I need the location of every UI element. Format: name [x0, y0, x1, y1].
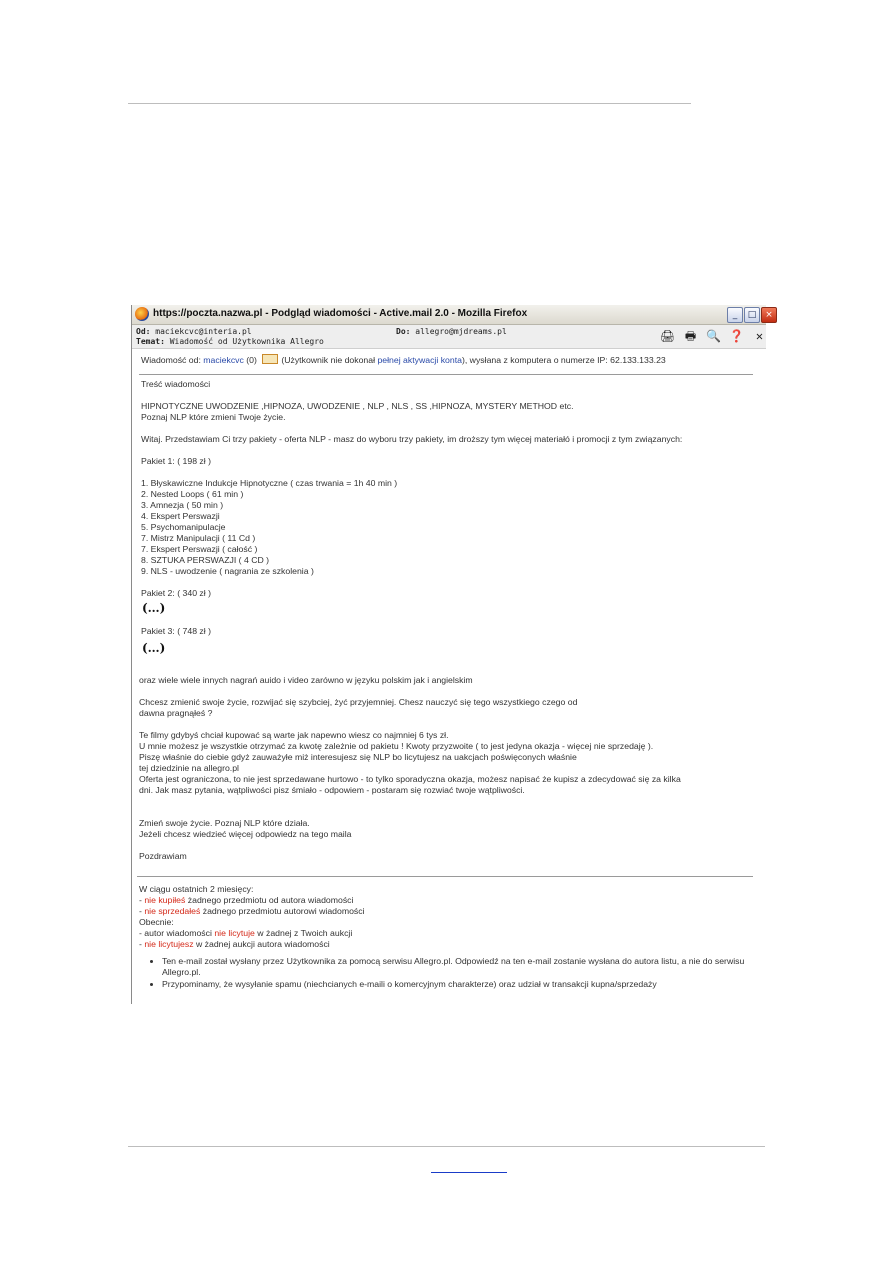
maximize-button[interactable]: □	[744, 307, 760, 323]
body-line: Witaj. Przedstawiam Ci trzy pakiety - oferta NLP - masz do wyboru trzy pakiety, im droższy tym więcej materiałó i promocji z tym związanych:	[141, 434, 683, 444]
notice-list	[148, 956, 766, 991]
print-preview-icon[interactable]: 🖶	[684, 329, 697, 343]
separator-bottom	[137, 876, 753, 877]
body-line: Piszę właśnie do ciebie gdyż zauważyłe miż interesujesz się NLP bo licytujesz na uakcjach poświęconych właśnie	[139, 752, 577, 762]
body-line: tej dziedzinie na allegro.pl	[139, 763, 239, 773]
body-line: dawna pragnąłeś ?	[139, 708, 213, 718]
package-item: 9. NLS - uwodzenie ( nagrania ze szkolenia )	[141, 566, 314, 576]
sender-count: (0)	[246, 355, 257, 365]
sender-prefix: Wiadomość od:	[141, 355, 201, 365]
activity-line: - autor wiadomości nie licytuje w żadnej z Twoich aukcji	[139, 928, 353, 938]
from-label: Od:	[136, 327, 151, 336]
body-line: dni. Jak masz pytania, wątpliwości pisz śmiało - odpowiem - postaram się rozwiać twoje wątpliwości.	[139, 785, 525, 795]
body-line: U mnie możesz je wszystkie otrzymać za kwotę zależnie od pakietu ! Kwoty przyzwoite ( to jest jedyna okazja - więcej nie sprzedaję ).	[139, 741, 654, 751]
activation-note: (Użytkownik nie dokonał	[281, 355, 376, 365]
sender-link[interactable]: maciekcvc	[203, 355, 244, 365]
body-line: oraz wiele wiele innych nagrań auido i video zarówno w języku polskim jak i angielskim	[139, 675, 473, 685]
sender-line	[141, 355, 666, 366]
package-item: 3. Amnezja ( 50 min )	[141, 500, 224, 510]
subject-text: Wiadomość od Użytkownika Allegro	[169, 337, 324, 346]
package-item: 8. SZTUKA PERSWAZJI ( 4 CD )	[141, 555, 270, 565]
signoff: Pozdrawiam	[139, 851, 187, 861]
to-address: allegro@mjdreams.pl	[415, 327, 507, 336]
package-2-heading: Pakiet 2: ( 340 zł )	[141, 588, 212, 598]
body-line: Te filmy gdybyś chciał kupować są warte jak napewno wiesz co najmniej 6 tys zł.	[139, 730, 449, 740]
notice-item: • Ten e-mail został wysłany przez Użytkownika za pomocą serwisu Allegro.pl. Odpowiedź na ten e-mail zostanie wysłana do autora listu, a nie do serwisu Allegro.pl.	[162, 956, 766, 978]
subject-label: Temat:	[136, 337, 165, 346]
window-titlebar[interactable]	[132, 305, 773, 325]
notice-item: • Przypominamy, że wysyłanie spamu (niechcianych e-maili o komercyjnym charakterze) oraz udział w transakcji kupna/sprzedaży	[162, 979, 766, 990]
close-window-button[interactable]: ×	[761, 307, 777, 323]
body-line: Oferta jest ograniczona, to nie jest sprzedawane hurtowo - to tylko sporadyczna okazja, możesz napisać że kupisz a zdecydować się za kilka	[139, 774, 681, 784]
activity-now: Obecnie:	[139, 917, 174, 927]
to-label: Do:	[396, 327, 411, 336]
package-item: 5. Psychomanipulacje	[141, 522, 226, 532]
window-title: https://poczta.nazwa.pl - Podgląd wiadomości - Active.mail 2.0 - Mozilla Firefox	[153, 308, 528, 319]
activity-line: - nie kupiłeś żadnego przedmiotu od autora wiadomości	[139, 895, 354, 905]
activity-heading: W ciągu ostatnich 2 miesięcy:	[139, 884, 254, 894]
envelope-icon[interactable]	[262, 354, 278, 364]
body-heading: Treść wiadomości	[141, 379, 211, 389]
body-line: HIPNOTYCZNE UWODZENIE ,HIPNOZA, UWODZENIE , NLP , NLS , SS ,HIPNOZA, MYSTERY METHOD etc.	[141, 401, 574, 411]
body-line: Poznaj NLP które zmieni Twoje życie.	[141, 412, 286, 422]
page-bottom-rule	[128, 1146, 765, 1147]
package-item: 7. Ekspert Perswazji ( całość )	[141, 544, 258, 554]
package-item: 4. Ekspert Perswazji	[141, 511, 220, 521]
package-3-heading: Pakiet 3: ( 748 zł )	[141, 626, 212, 636]
package-item: 7. Mistrz Manipulacji ( 11 Cd )	[141, 533, 256, 543]
ellipsis-2: (…)	[142, 641, 166, 655]
package-1-heading: Pakiet 1: ( 198 zł )	[141, 456, 212, 466]
separator-top	[139, 374, 753, 375]
page-top-rule	[128, 103, 691, 104]
ip-note: ), wysłana z komputera o numerze IP: 62.133.133.23	[461, 355, 666, 365]
from-address: maciekcvc@interia.pl	[155, 327, 252, 336]
print-icon[interactable]: 🖨	[659, 329, 676, 343]
browser-window	[131, 305, 773, 1004]
package-item: 1. Błyskawiczne Indukcje Hipnotyczne ( czas trwania = 1h 40 min )	[141, 478, 398, 488]
minimize-button[interactable]: _	[727, 307, 743, 323]
activation-link[interactable]: pełnej aktywacji konta	[377, 355, 462, 365]
body-line: Zmień swoje życie. Poznaj NLP które działa.	[139, 818, 310, 828]
package-item: 2. Nested Loops ( 61 min )	[141, 489, 244, 499]
zoom-icon[interactable]: 🔍	[706, 329, 721, 343]
help-icon[interactable]: ❓	[729, 329, 744, 343]
footer-link[interactable]	[431, 1160, 507, 1173]
body-line: Chcesz zmienić swoje życie, rozwijać się szybciej, żyć przyjemniej. Chesz nauczyć się tego wszystkiego czego od	[139, 697, 578, 707]
body-line: Jeżeli chcesz wiedzieć więcej odpowiedz na tego maila	[139, 829, 352, 839]
activity-line: - nie sprzedałeś żadnego przedmiotu autorowi wiadomości	[139, 906, 365, 916]
firefox-icon	[135, 307, 149, 321]
ellipsis-1: (…)	[142, 601, 166, 615]
activity-line: - nie licytujesz w żadnej aukcji autora wiadomości	[139, 939, 330, 949]
close-icon[interactable]: ✕	[755, 329, 764, 343]
message-header	[132, 325, 766, 349]
